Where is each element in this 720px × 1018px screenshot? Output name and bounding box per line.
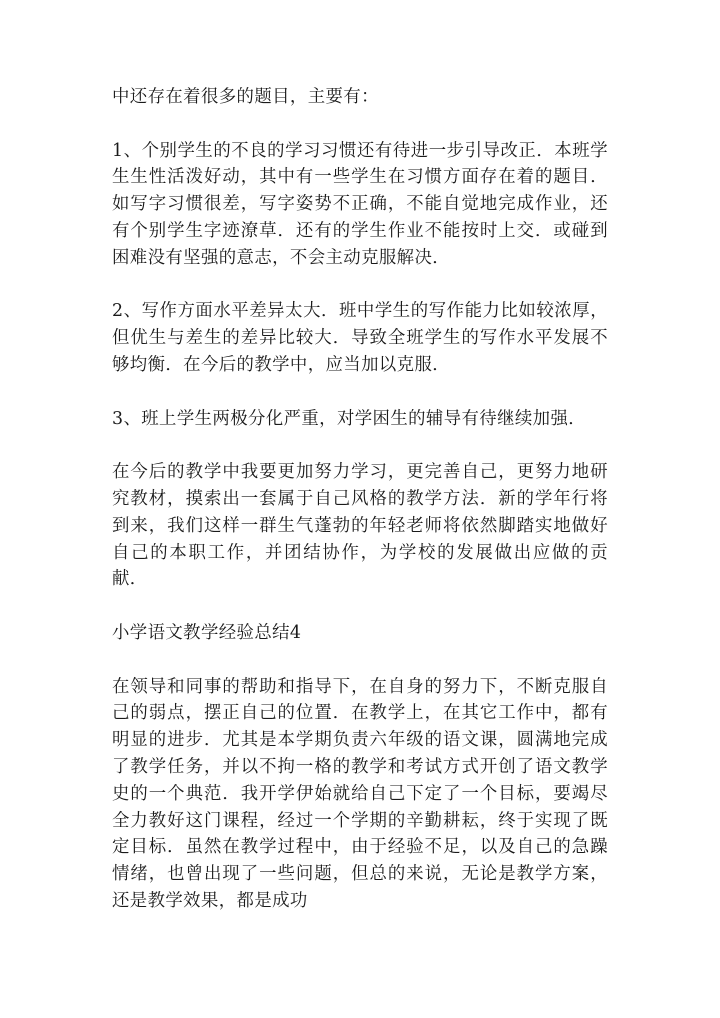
section-heading: 小学语文教学经验总结4 (112, 622, 302, 643)
paragraph-problem-3: 3、班上学生两极分化严重，对学困生的辅导有待继续加强． (112, 408, 587, 429)
paragraph-gap (112, 111, 608, 138)
paragraph-intro: 中还存在着很多的题目，主要有： (112, 87, 379, 107)
paragraph-gap (112, 432, 608, 459)
paragraph-problem-1: 1、个别学生的不良的学习习惯还有待进一步引导改正．本班学生生性活泼好动，其中有一些学生在习惯方面存在着的题目．如写字习惯很差，写字姿势不正确，不能自觉地完成作业，还有个别学生字迹潦草．还有的学生作业不能按时上交．或碰到困难没有坚强的意志，不会主动克服解决． (112, 140, 608, 268)
document-page (112, 84, 608, 915)
paragraph-future-plan: 在今后的教学中我要更加努力学习，更完善自己，更努力地研究教材，摸索出一套属于自己风格的教学方法．新的学年行将到来，我们这样一群生气蓬勃的年轻老师将依然脚踏实地做好自己的本职工作，并团结协作，为学校的发展做出应做的贡献． (112, 462, 608, 590)
paragraph-gap (112, 593, 608, 620)
paragraph-problem-2: 2、写作方面水平差异太大．班中学生的写作能力比如较浓厚，但优生与差生的差异比较大．导致全班学生的写作水平发展不够均衡．在今后的教学中，应当加以克服． (112, 301, 608, 375)
paragraph-gap (112, 272, 608, 299)
paragraph-summary: 在领导和同事的帮助和指导下，在自身的努力下，不断克服自己的弱点，摆正自己的位置．在教学上，在其它工作中，都有明显的进步．尤其是本学期负责六年级的语文课，圆满地完成了教学任务，并以不拘一格的教学和考试方式开创了语文教学史的一个典范．我开学伊始就给自己下定了一个目标，要竭尽全力教好这门课程，经过一个学期的辛勤耕耘，终于实现了既定目标．虽然在教学过程中，由于经验不足，以及自己的急躁情绪，也曾出现了一些问题，但总的来说，无论是教学方案，还是教学效果，都是成功 (112, 676, 608, 911)
paragraph-gap (112, 647, 608, 674)
paragraph-gap (112, 379, 608, 406)
